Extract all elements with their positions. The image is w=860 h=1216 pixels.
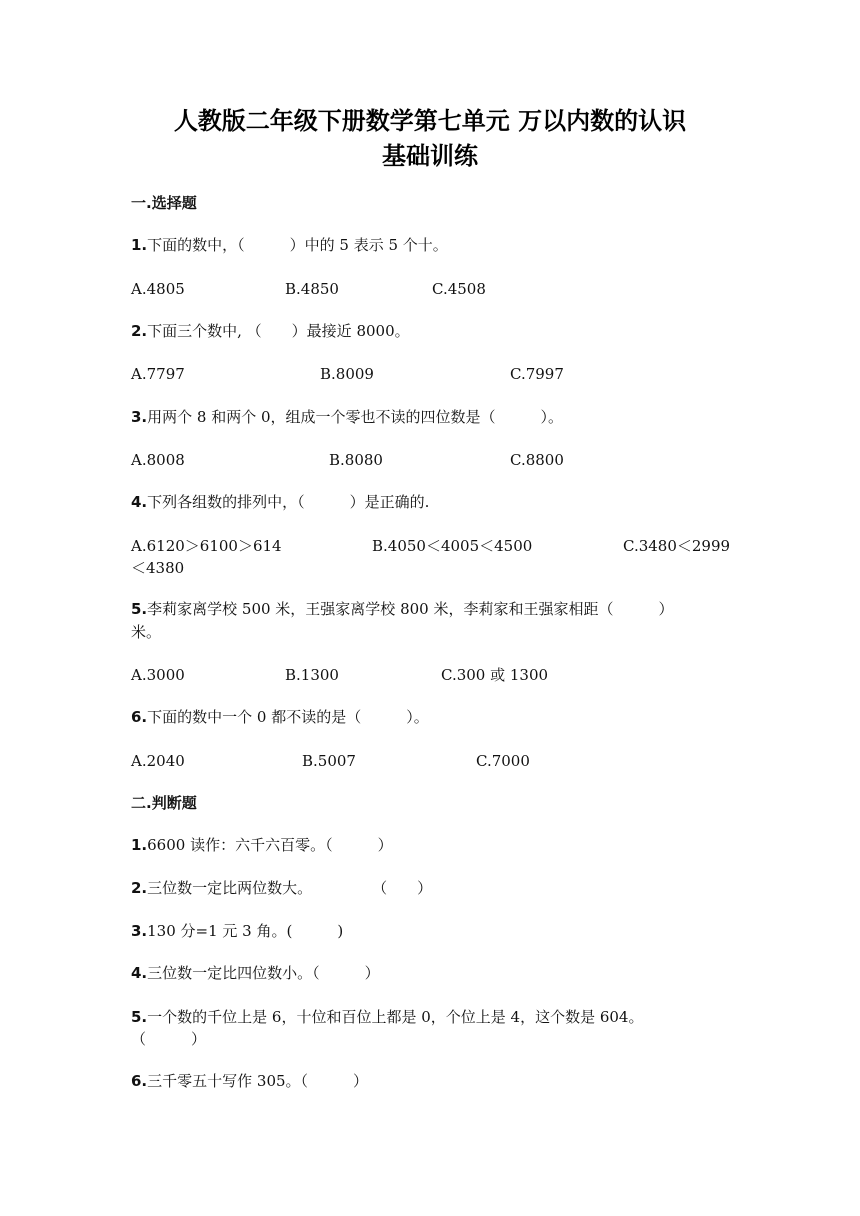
section-heading-choice: 一.选择题 [131,194,197,212]
question-text: 李莉家离学校 500 米，王强家离学校 800 米，李莉家和王强家相距（ ） [147,600,674,618]
option-c: C.4508 [432,280,486,298]
option-b: B.8009 [320,365,374,383]
option-a: A.8008 [131,451,185,469]
choice-question-3 [131,406,731,428]
judgment-question-1 [131,834,731,856]
choice-question-4 [131,491,731,513]
question-number: 1. [131,836,148,854]
document-title-line2: 基础训练 [382,142,478,170]
question-number: 2. [131,879,148,897]
document-title-line1: 人教版二年级下册数学第七单元 万以内数的认识 [173,107,687,135]
judgment-question-2 [131,877,731,899]
option-c: C.7000 [476,752,530,770]
question-number: 2. [131,322,148,340]
judgment-question-6 [131,1070,731,1092]
question-text: 三位数一定比四位数小。（ ） [147,964,380,982]
judgment-question-4 [131,962,731,984]
option-b: B.8080 [329,451,383,469]
question-text: 下面的数中一个 0 都不读的是（ ）。 [147,708,429,726]
question-text: 用两个 8 和两个 0，组成一个零也不读的四位数是（ ）。 [147,408,564,426]
question-text-continuation: 米。 [131,623,162,641]
option-b: B.4850 [285,280,339,298]
option-b: B.1300 [285,666,339,684]
question-number: 1. [131,236,148,254]
question-text: 下面的数中，（ ）中的 5 表示 5 个十。 [147,236,448,254]
option-a: A.7797 [131,365,185,383]
question-text: 130 分=1 元 3 角。( ) [147,922,344,940]
option-c: C.300 或 1300 [441,666,549,684]
question-text: 一个数的千位上是 6，十位和百位上都是 0，个位上是 4，这个数是 604。 [147,1008,644,1026]
option-c: C.3480＜2999 [623,537,731,555]
choice-question-5 [131,598,771,620]
question-number: 4. [131,493,148,511]
choice-question-1 [131,234,731,256]
judgment-question-3 [131,920,731,942]
question-number: 6. [131,708,148,726]
question-number: 6. [131,1072,148,1090]
question-text: 下列各组数的排列中，（ ）是正确的. [147,493,430,511]
question-number: 3. [131,922,148,940]
judgment-question-5 [131,1006,771,1028]
option-b: B.5007 [302,752,356,770]
option-a: A.3000 [131,666,185,684]
question-number: 5. [131,600,148,618]
option-c: C.8800 [510,451,564,469]
question-number: 3. [131,408,148,426]
question-text: 下面三个数中, （ ）最接近 8000。 [147,322,410,340]
section-heading-judgment: 二.判断题 [131,794,197,812]
question-number: 5. [131,1008,148,1026]
choice-question-6 [131,706,731,728]
option-a: A.2040 [131,752,185,770]
option-a: A.4805 [131,280,185,298]
question-text: 6600 读作：六千六百零。（ ） [147,836,393,854]
question-text: 三位数一定比两位数大。 （ ） [147,879,433,897]
option-a: A.6120＞6100＞614 [131,537,282,555]
option-c: C.7997 [510,365,564,383]
option-c-continuation: ＜4380 [131,559,185,577]
option-b: B.4050＜4005＜4500 [372,537,533,555]
question-text-continuation: （ ） [131,1030,207,1048]
question-text: 三千零五十写作 305。（ ） [147,1072,369,1090]
question-number: 4. [131,964,148,982]
choice-question-2 [131,320,731,342]
